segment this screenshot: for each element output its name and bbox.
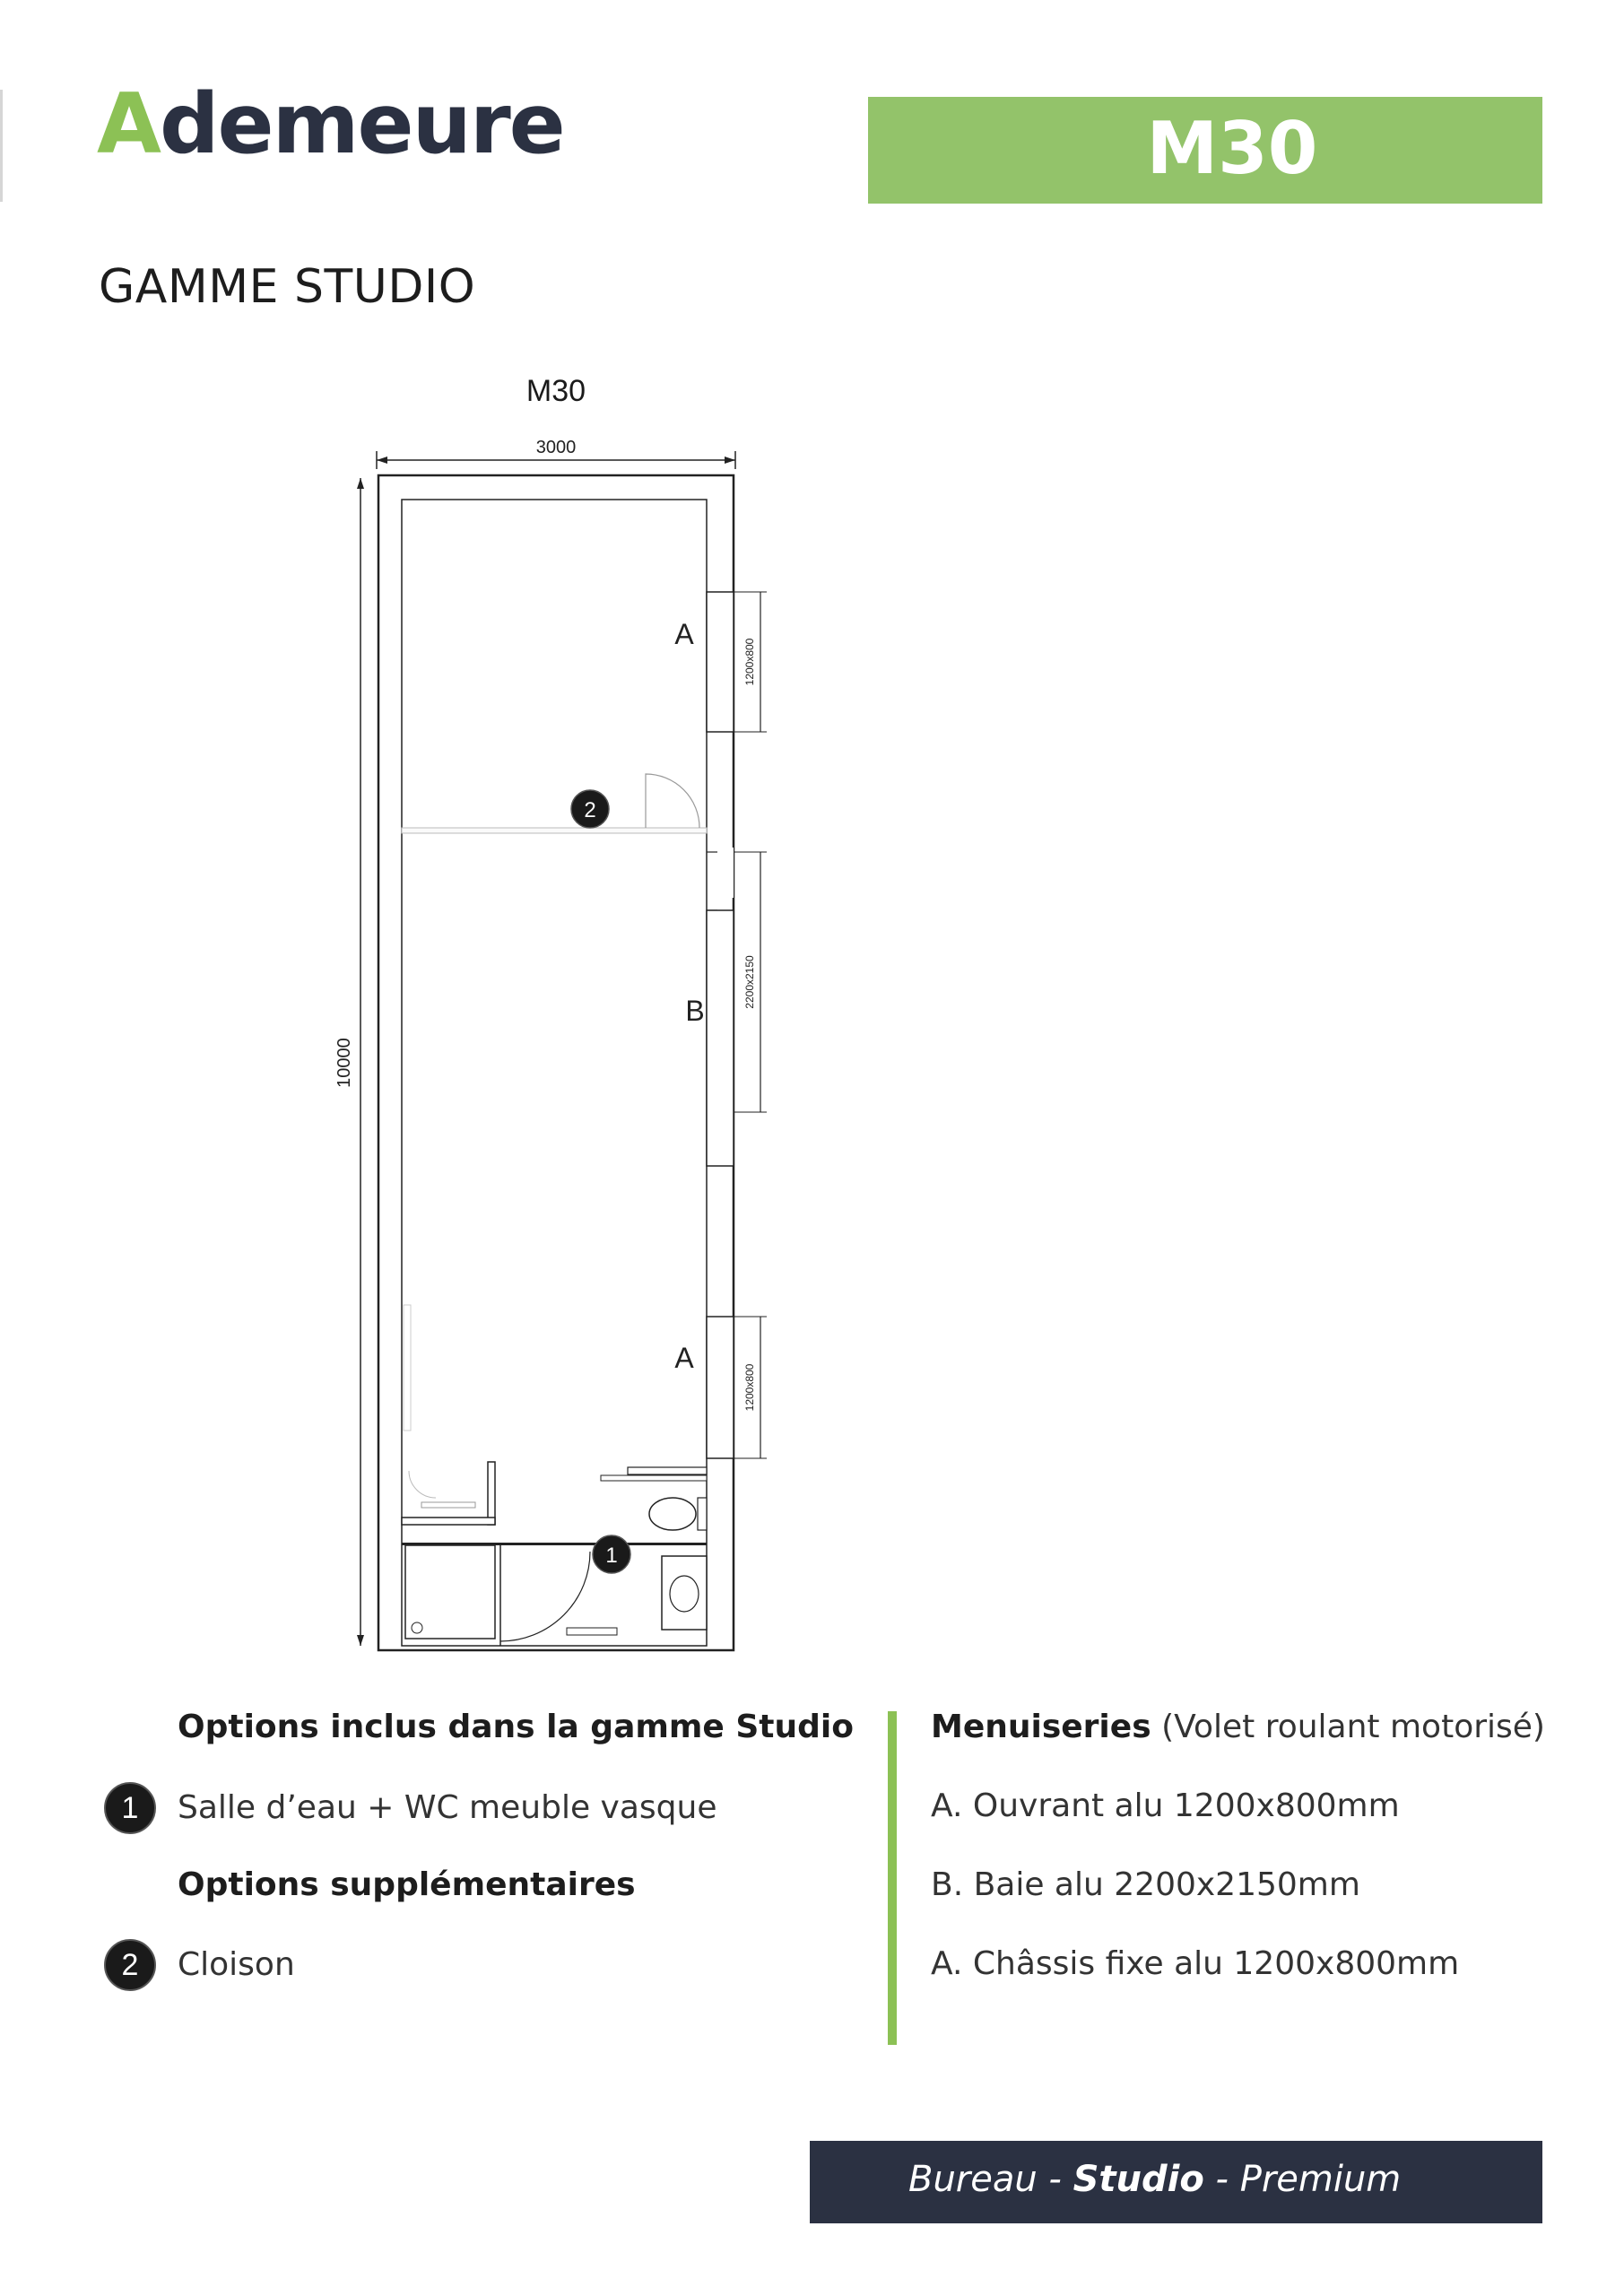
extra-options-heading: Options supplémentaires (178, 1866, 636, 1903)
menuiseries-item: A. Ouvrant alu 1200x800mm (931, 1787, 1400, 1824)
green-divider (888, 1711, 897, 2045)
model-code: M30 (1146, 107, 1318, 190)
option-number-badge: 1 (104, 1782, 156, 1834)
footer-studio: Studio (1073, 2159, 1204, 2200)
bathroom-wall-horz (402, 1518, 495, 1525)
ademeure-logo: Ademeure (97, 75, 564, 172)
window-b-dim: 2200x2150 (743, 955, 756, 1009)
menuiseries-title: Menuiseries (931, 1709, 1151, 1745)
footer-bureau: Bureau (908, 2159, 1038, 2200)
length-dim-label: 10000 (334, 1038, 354, 1088)
window-b (707, 910, 734, 1166)
washbasin-cabinet (662, 1556, 707, 1630)
marker-2-label: 2 (584, 798, 596, 822)
page-edge-mark (0, 90, 3, 202)
footer-premium: Premium (1239, 2159, 1402, 2200)
window-a-bottom-dim: 1200x800 (743, 1363, 756, 1412)
floor-plan-drawing (296, 363, 780, 1673)
toilet-bowl (649, 1498, 696, 1530)
model-banner (868, 97, 1542, 204)
bathroom-wall-vert (488, 1462, 495, 1525)
partition-door (646, 774, 699, 828)
window-a-top-dim: 1200x800 (743, 638, 756, 686)
window-b-letter: B (685, 995, 705, 1027)
menuiseries-item: B. Baie alu 2200x2150mm (931, 1866, 1360, 1903)
marker-1-label: 1 (605, 1544, 618, 1568)
shower-curve (409, 1471, 436, 1498)
window-a-bottom-letter: A (674, 1342, 694, 1374)
option-number-badge: 2 (104, 1939, 156, 1991)
shower-tray (405, 1545, 495, 1639)
toilet-tank (698, 1498, 707, 1530)
floor-plan (296, 363, 780, 1676)
option-label: Salle d’eau + WC meuble vasque (178, 1789, 717, 1826)
menuiseries-item: A. Châssis fixe alu 1200x800mm (931, 1945, 1460, 1982)
option-label: Cloison (178, 1946, 295, 1983)
width-dim-label: 3000 (535, 438, 577, 457)
bathroom-fixture-line (404, 1305, 411, 1431)
plan-title: M30 (525, 374, 586, 408)
footer-range-band: Bureau - Studio - Premium (810, 2141, 1542, 2223)
window-a-top (707, 592, 734, 732)
counter-top (628, 1467, 707, 1474)
menuiseries-note: (Volet roulant motorisé) (1161, 1709, 1545, 1745)
range-title: GAMME STUDIO (99, 260, 476, 314)
partition-wall (402, 828, 707, 833)
included-options-heading: Options inclus dans la gamme Studio (178, 1709, 854, 1745)
window-a-top-letter: A (674, 618, 694, 650)
window-a-bottom (707, 1317, 734, 1458)
menuiseries-heading (931, 1709, 1545, 1745)
